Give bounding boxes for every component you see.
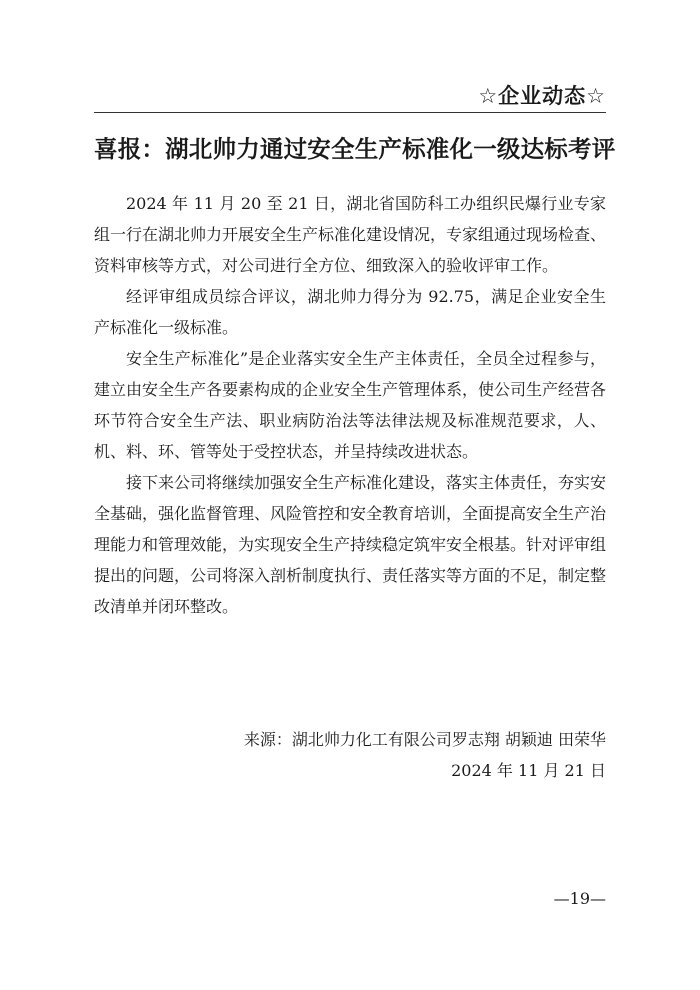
- article-title: 喜报：湖北帅力通过安全生产标准化一级达标考评: [94, 135, 616, 163]
- article-date: 2024 年 11 月 21 日: [451, 761, 606, 780]
- paragraph: 接下来公司将继续加强安全生产标准化建设，落实主体责任，夯实安全基础，强化监督管理、风险管控和安全教育培训，全面提高安全生产治理能力和管理效能，为实现安全生产持续稳定筑牢安全根基。针对评审组提出的问题，公司将深入剖析制度执行、责任落实等方面的不足，制定整改清单并闭环整改。: [94, 473, 607, 616]
- page-number: —19—: [553, 889, 606, 908]
- section-label: ☆企业动态☆: [478, 84, 606, 108]
- paragraph: 安全生产标准化”是企业落实安全生产主体责任，全员全过程参与，建立由安全生产各要素构成的企业安全生产管理体系，使公司生产经营各环节符合安全生产法、职业病防治法等法律法规及标准规范要求，人、机、料、环、管等处于受控状态，并呈持续改进状态。: [94, 349, 607, 461]
- paragraph: 2024 年 11 月 20 至 21 日，湖北省国防科工办组织民爆行业专家组一行在湖北帅力开展安全生产标准化建设情况，专家组通过现场检查、资料审核等方式，对公司进行全方位、细致深入的验收评审工作。: [94, 194, 607, 275]
- article-source: 来源：湖北帅力化工有限公司罗志翔 胡颖迪 田荣华: [243, 730, 606, 749]
- header-divider: [94, 112, 606, 113]
- article-body: [94, 188, 606, 622]
- paragraph: 经评审组成员综合评议，湖北帅力得分为 92.75，满足企业安全生产标准化一级标准。: [94, 287, 606, 337]
